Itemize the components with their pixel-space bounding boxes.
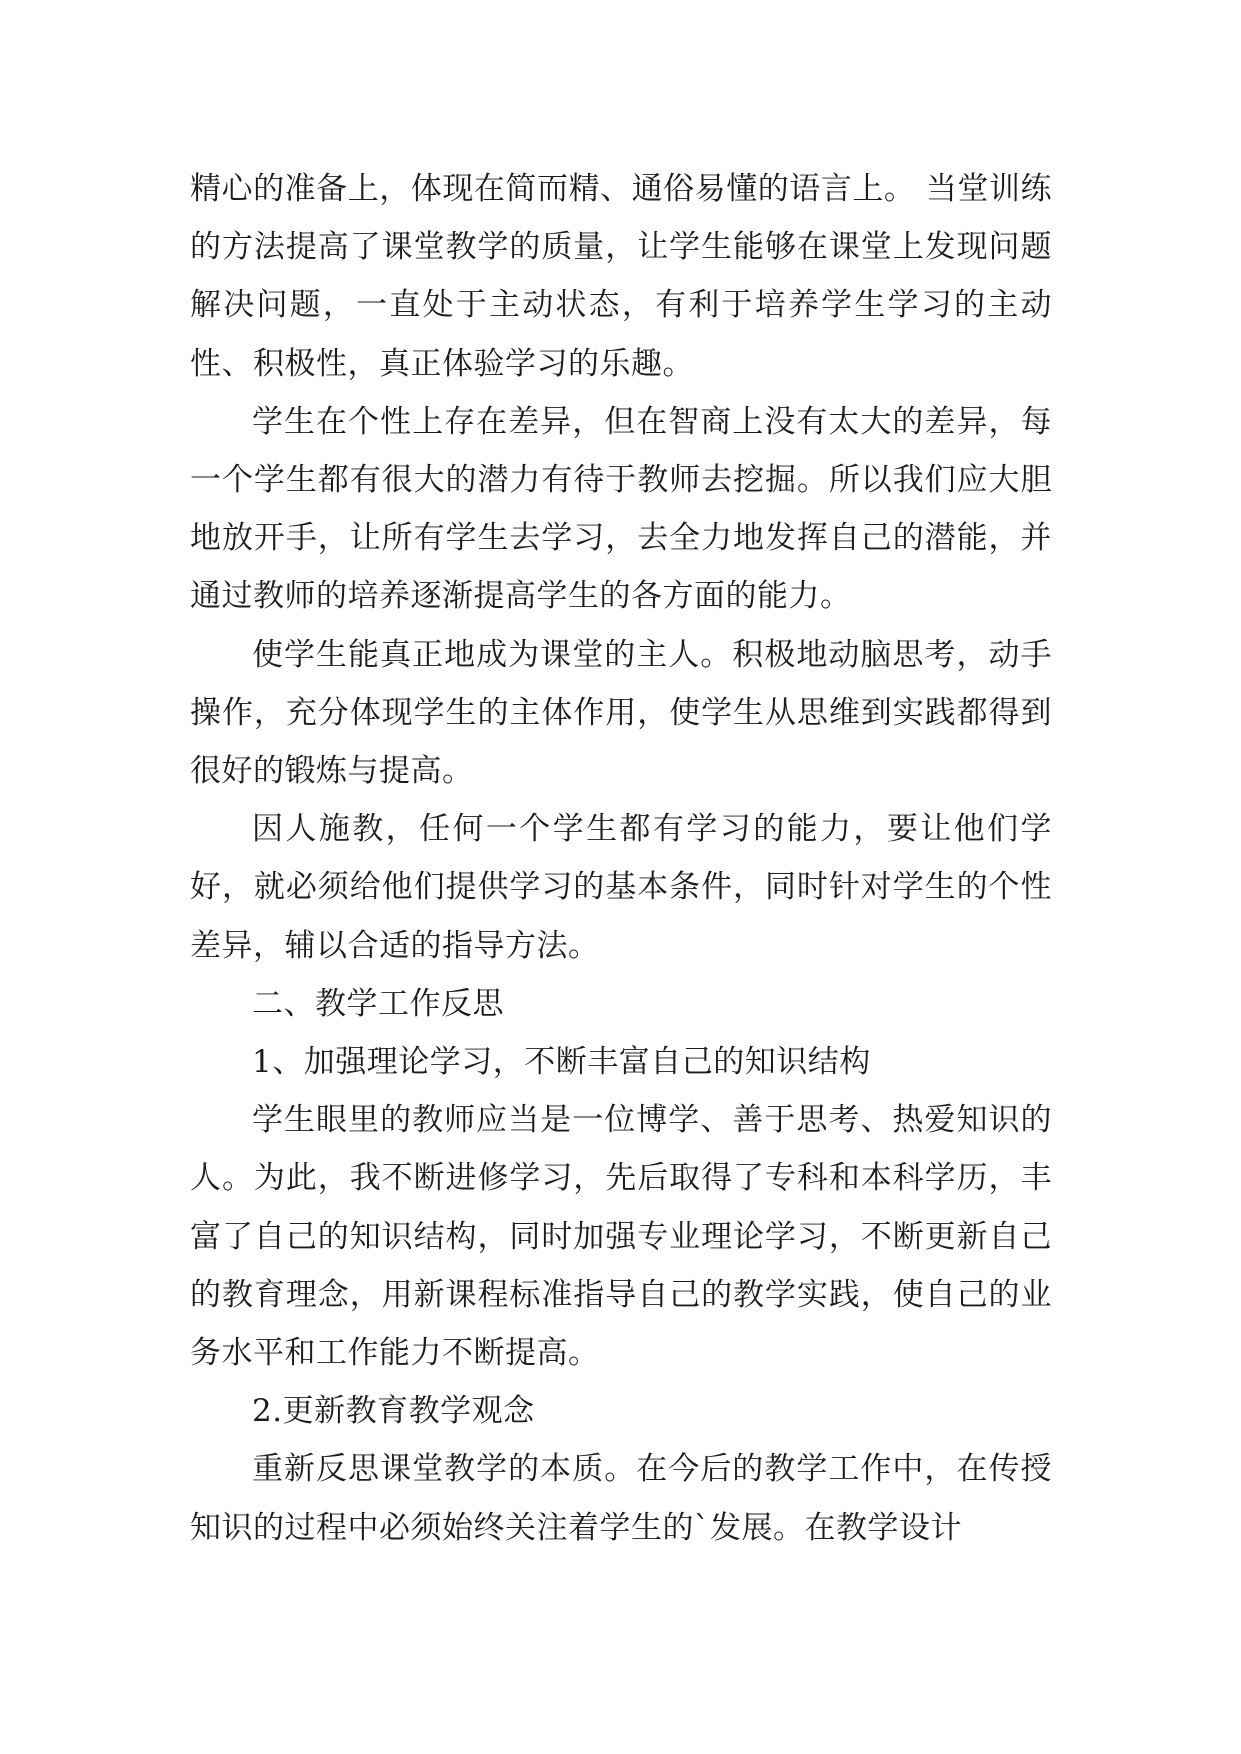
subsection-heading: 1、加强理论学习，不断丰富自己的知识结构: [252, 1044, 871, 1081]
section-heading: 二、教学工作反思: [252, 985, 504, 1022]
paragraph: 重新反思课堂教学的本质。在今后的教学工作中，在传授知识的过程中必须始终关注着学生的`发展。在教学设计: [190, 1451, 1052, 1546]
subsection-heading: 2.更新教育教学观念: [252, 1393, 535, 1430]
paragraph: 学生眼里的教师应当是一位博学、善于思考、热爱知识的人。为此，我不断进修学习，先后取得了专科和本科学历，丰富了自己的知识结构，同时加强专业理论学习，不断更新自己的教育理念，用新课程标准指导自己的教学实践，使自己的业务水平和工作能力不断提高。: [190, 1102, 1052, 1372]
paragraph: 使学生能真正地成为课堂的主人。积极地动脑思考，动手操作，充分体现学生的主体作用，使学生从思维到实践都得到很好的锻炼与提高。: [190, 636, 1052, 790]
paragraph: 学生在个性上存在差异，但在智商上没有太大的差异，每一个学生都有很大的潜力有待于教师去挖掘。所以我们应大胆地放开手，让所有学生去学习，去全力地发挥自己的潜能，并通过教师的培养逐渐提高学生的各方面的能力。: [190, 403, 1052, 615]
document-body: [190, 160, 1052, 1557]
paragraph: 因人施教，任何一个学生都有学习的能力，要让他们学好，就必须给他们提供学习的基本条件，同时针对学生的个性差异，辅以合适的指导方法。: [190, 811, 1052, 964]
paragraph-continued: 精心的准备上，体现在简而精、通俗易懂的语言上。 当堂训练的方法提高了课堂教学的质量，让学生能够在课堂上发现问题解决问题，一直处于主动状态，有利于培养学生学习的主动性、积极性，真正体验学习的乐趣。: [190, 171, 1052, 382]
